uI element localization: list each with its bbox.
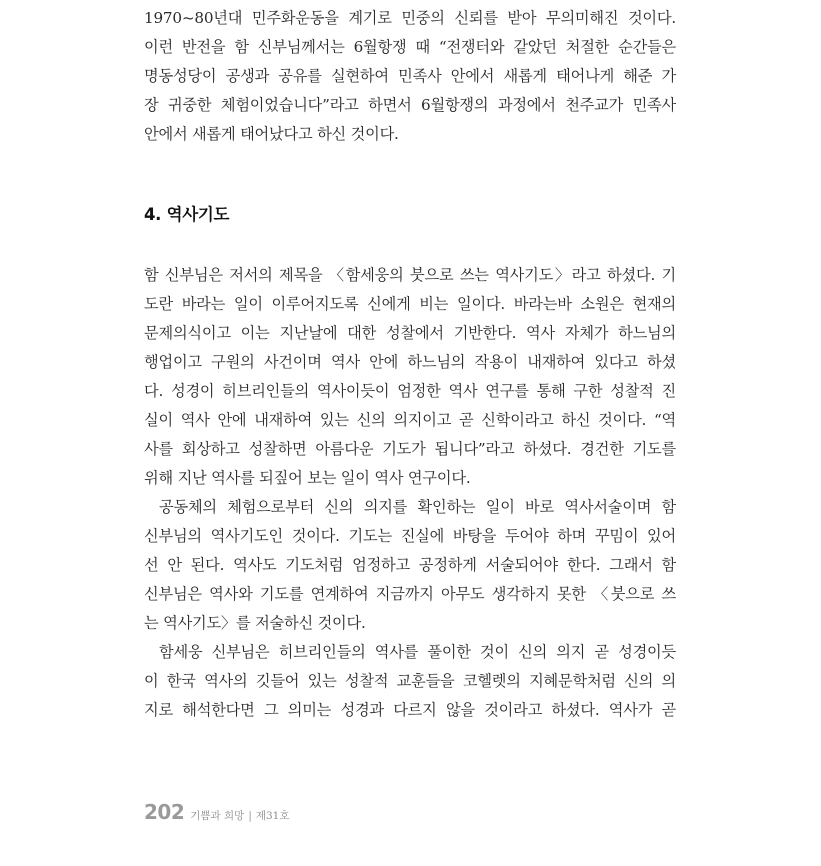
page-footer (144, 800, 290, 826)
text-line: 문제의식이고 이는 지난날에 대한 성찰에서 기반한다. 역사 자체가 하느님의 (144, 324, 676, 342)
text-line: 이 한국 역사의 깃들어 있는 성찰적 교훈들을 코헬렛의 지혜문학처럼 신의 의 (144, 672, 676, 690)
text-line: 다. 성경이 히브리인들의 역사이듯이 엄정한 역사 연구를 통해 구한 성찰적 진 (144, 382, 676, 400)
text-line: 안에서 새롭게 태어났다고 하신 것이다. (144, 125, 399, 143)
section-body (144, 261, 676, 725)
text-line: 행업이고 구원의 사건이며 역사 안에 하느님의 작용이 내재하여 있다고 하셨 (144, 353, 676, 371)
journal-title: 기쁨과 희망 (190, 810, 245, 822)
paragraph-2 (144, 493, 676, 638)
issue-label: 제31호 (255, 810, 290, 822)
text-line: 사를 회상하고 성찰하면 아름다운 기도가 됩니다”라고 하셨다. 경건한 기도를 (144, 440, 676, 458)
text-line: 함세웅 신부님은 히브리인들의 역사를 풀이한 것이 신의 의지 곧 성경이듯 (159, 643, 676, 661)
text-line: 지로 해석한다면 그 의미는 성경과 다르지 않을 것이라고 하셨다. 역사가 곧 (144, 701, 676, 719)
text-line: 위해 지난 역사를 되짚어 보는 일이 역사 연구이다. (144, 469, 471, 487)
text-line: 장 귀중한 체험이었습니다”라고 하면서 6월항쟁의 과정에서 천주교가 민족사 (144, 96, 676, 114)
footer-separator: | (248, 810, 252, 822)
text-line: 함 신부님은 저서의 제목을 〈함세웅의 붓으로 쓰는 역사기도〉라고 하셨다. 기 (144, 266, 676, 284)
section-heading: 4. 역사기도 (144, 205, 230, 224)
paragraph-3 (144, 638, 676, 725)
text-line: 는 역사기도〉를 저술하신 것이다. (144, 614, 366, 632)
text-line: 신부님은 역사와 기도를 연계하여 지금까지 아무도 생각하지 못한 〈붓으로 쓰 (144, 585, 676, 603)
text-line: 이런 반전을 함 신부님께서는 6월항쟁 때 “전쟁터와 같았던 처절한 순간들은 (144, 38, 676, 56)
page-number: 202 (144, 800, 185, 824)
text-line: 1970~80년대 민주화운동을 계기로 민중의 신뢰를 받아 무의미해진 것이다. (144, 9, 676, 27)
text-line: 공동체의 체험으로부터 신의 의지를 확인하는 일이 바로 역사서술이며 함 (159, 498, 676, 516)
paragraph-1 (144, 261, 676, 493)
text-line: 실이 역사 안에 내재하여 있는 신의 의지이고 곧 신학이라고 하신 것이다. “역 (144, 411, 676, 429)
continued-paragraph (144, 4, 676, 149)
text-line: 도란 바라는 일이 이루어지도록 신에게 비는 일이다. 바라는바 소원은 현재의 (144, 295, 676, 313)
text-line: 명동성당이 공생과 공유를 실현하여 민족사 안에서 새롭게 태어나게 해준 가 (144, 67, 676, 85)
text-line: 신부님의 역사기도인 것이다. 기도는 진실에 바탕을 두어야 하며 꾸밈이 있어 (144, 527, 676, 545)
text-line: 선 안 된다. 역사도 기도처럼 엄정하고 공정하게 서술되어야 한다. 그래서 함 (144, 556, 676, 574)
